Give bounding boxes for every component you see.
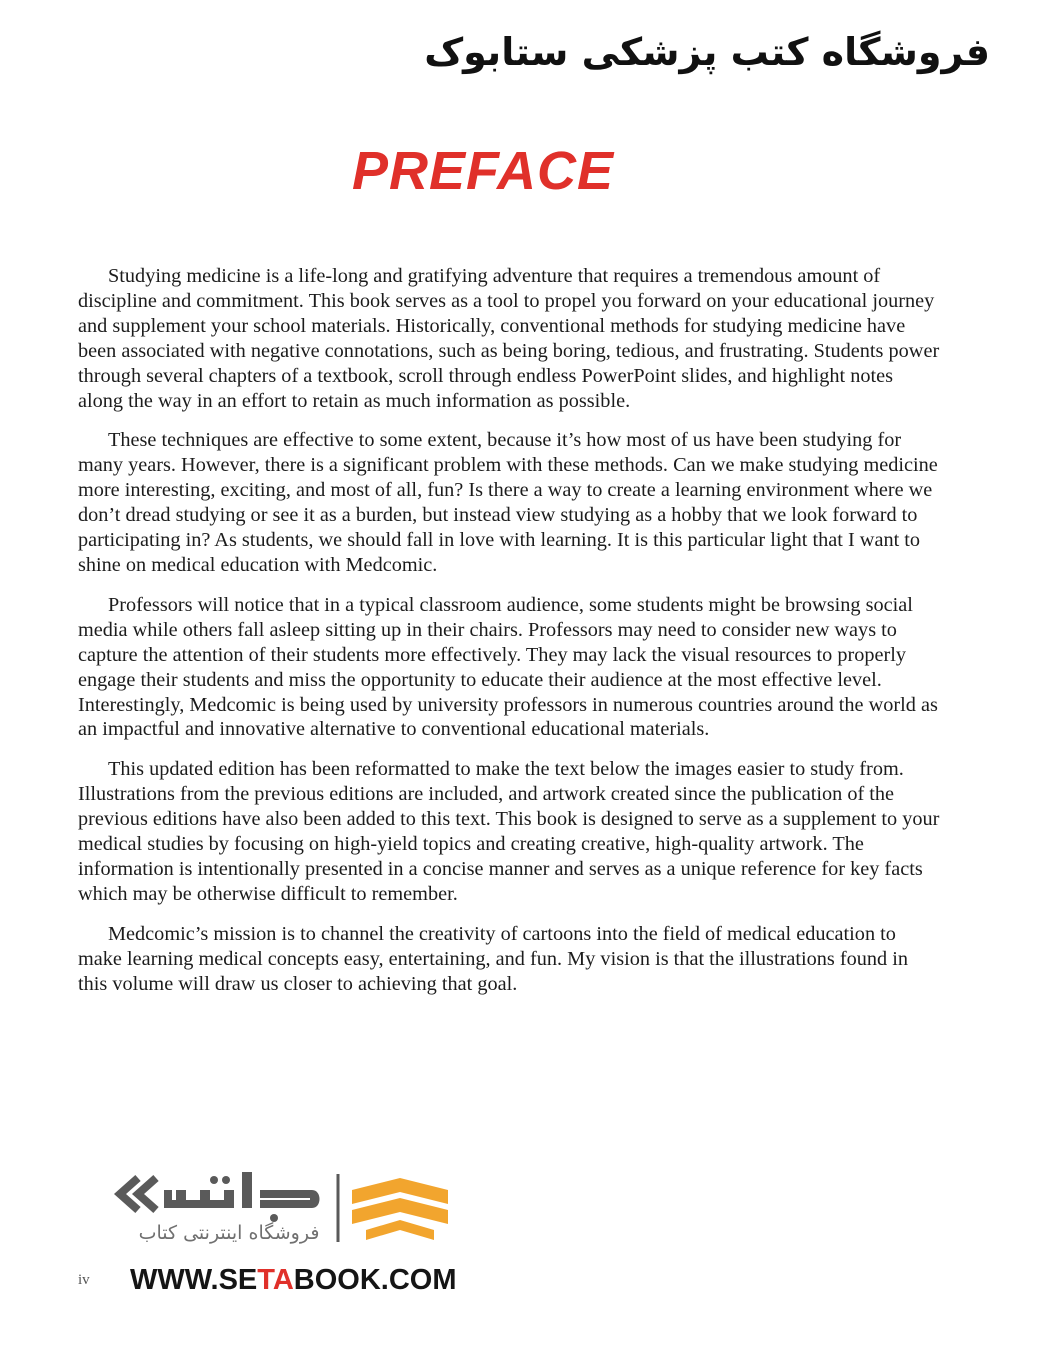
paragraph-2: These techniques are effective to some extent, because it’s how most of us have been studying for many years. However, there is a significant problem with these methods. Can we make studying medicine more interesting, exciting, and most of all, fun? Is there a way to create a learning environment where we don’t dread studying or see it as a burden, but instead view studying as a hobby that we look forward to participating in? As students, we should fall in love with learning. It is this particular light that I want to shine on medical education with Medcomic. [78, 429, 938, 576]
site-url[interactable] [130, 1264, 457, 1297]
chevron-left-icon [120, 1178, 156, 1210]
page-title: PREFACE [352, 141, 615, 201]
url-prefix: WWW.SE [130, 1264, 258, 1296]
store-header-title: فروشگاه کتب پزشکی ستابوک [424, 30, 990, 74]
paragraph-4: This updated edition has been reformatted to make the text below the images easier to study from. Illustrations from the previous editions are included, and artwork created since the publication of the previous editions have also been added to this text. This book is designed to serve as a supplement to your medical studies by focusing on high-yield topics and creating creative, high-quality artwork. The information is intentionally presented in a concise manner and serves as a unique reference for key facts which may be otherwise difficult to remember. [78, 758, 940, 905]
url-accent: TA [257, 1264, 294, 1296]
book-chevron-icon [352, 1178, 448, 1240]
logo-wordmark-shapes [164, 1172, 320, 1222]
logo-tagline: فروشگاه اینترنتی کتاب [138, 1222, 320, 1244]
page-number: iv [78, 1272, 90, 1288]
url-suffix: BOOK.COM [293, 1264, 457, 1296]
paragraph-5: Medcomic’s mission is to channel the creativity of cartoons into the field of medical education to make learning medical concepts easy, entertaining, and fun. My vision is that the illustrations found in this volume will draw us closer to achieving that goal. [78, 922, 909, 995]
preface-body [78, 264, 940, 1011]
paragraph-1: Studying medicine is a life-long and gratifying adventure that requires a tremendous amount of discipline and commitment. This book serves as a tool to propel you forward on your educational journey and supplement your school materials. Historically, conventional methods for studying medicine have been associated with negative connotations, such as being boring, tedious, and frustrating. Students power through several chapters of a textbook, scroll through endless PowerPoint slides, and highlight notes along the way in an effort to retain as much information as possible. [78, 265, 940, 412]
paragraph-3: Professors will notice that in a typical classroom audience, some students might be browsing social media while others fall asleep sitting up in their chairs. Professors may need to consider new ways to capture the attention of their students more effectively. They may lack the visual resources to properly engage their students and miss the opportunity to educate their audience at the most effective level. Interestingly, Medcomic is being used by university professors in numerous countries around the world as an impactful and innovative alternative to conventional educational materials. [78, 593, 938, 741]
